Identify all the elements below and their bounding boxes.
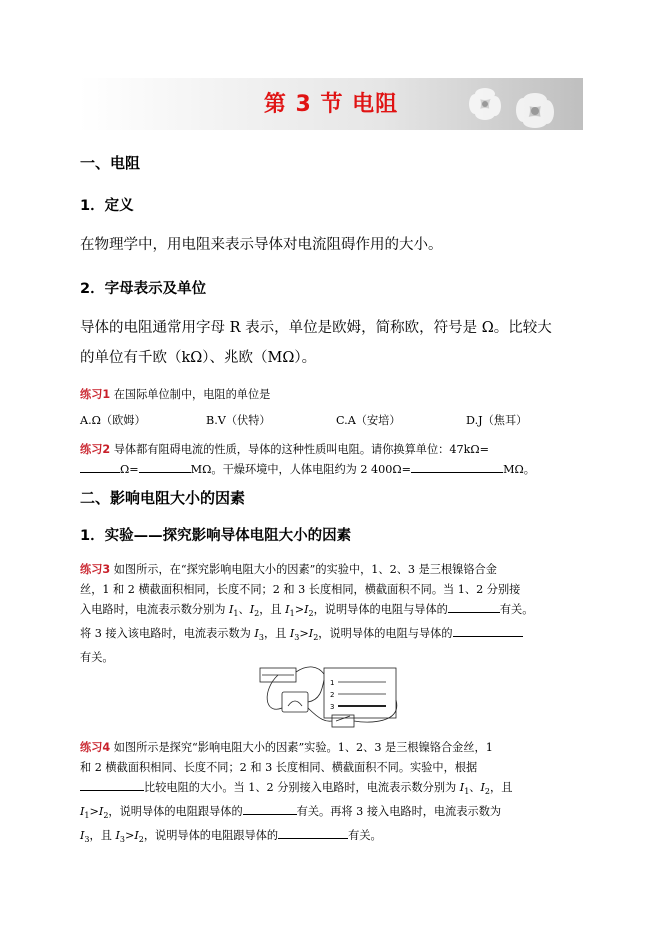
exercise-4-line-3a: 比较电阻的大小。当 1、2 分别接入电路时，电流表示数分别为 bbox=[144, 781, 460, 794]
exercise-3-line-3b: ，说明导体的电阻与导体的 bbox=[313, 603, 448, 616]
units-paragraph bbox=[80, 313, 585, 373]
exercise-3-line-1: 如图所示，在“探究影响电阻大小的因素”的实验中，1、2、3 是三根镍铬合金 bbox=[113, 563, 497, 576]
subheading-experiment: 1．实验——探究影响导体电阻大小的因素 bbox=[80, 528, 352, 544]
exercise-2-text-3: MΩ。干燥环境中，人体电阻约为 2 400Ω= bbox=[190, 463, 412, 476]
exercise-2-text-4: MΩ。 bbox=[503, 463, 535, 476]
answer-blank[interactable] bbox=[80, 779, 144, 791]
answer-blank[interactable] bbox=[411, 461, 503, 473]
section-heading-resistance: 一、电阻 bbox=[80, 154, 141, 172]
exercise-2-text-2: Ω= bbox=[120, 463, 139, 476]
section-heading-factors: 二、影响电阻大小的因素 bbox=[80, 489, 246, 507]
answer-blank[interactable] bbox=[80, 461, 120, 473]
exercise-3: 练习3 如图所示，在“探究影响电阻大小的因素”的实验中，1、2、3 是三根镍铬合金 丝，1 和 2 横截面积相同，长度不同；2 和 3 长度相同，横截面积不同。当 1、2 分别接 入电路时，电流表示数分别为 $I_1$、$I_2$，且 $I_1>I_2$，说明导体的电阻与导体的 有关。 将 3 接入该电路时，电流表示数为 $I_3$，且 $I_3>I_2$，说明导体的电阻与导体的 有关。 bbox=[80, 560, 585, 668]
ammeter-icon bbox=[282, 692, 308, 712]
answer-blank[interactable] bbox=[448, 601, 500, 613]
definition-text: 在物理学中，用电阻来表示导体对电流阻碍作用的大小。 bbox=[80, 237, 443, 253]
subheading-symbol-units: 2．字母表示及单位 bbox=[80, 281, 207, 297]
exercise-4-line-2: 和 2 横截面积相同、长度不同；2 和 3 长度相同、横截面积不同。实验中，根据 bbox=[80, 761, 478, 774]
exercise-3-line-4a: 将 3 接入该电路时，电流表示数为 bbox=[80, 627, 255, 641]
units-line-2: 的单位有千欧（kΩ）、兆欧（MΩ）。 bbox=[80, 350, 317, 366]
circuit-diagram bbox=[252, 660, 407, 732]
wire-board-icon bbox=[324, 668, 396, 718]
exercise-label: 练习4 bbox=[80, 741, 111, 754]
exercise-1-question: 在国际单位制中，电阻的单位是 bbox=[113, 388, 271, 401]
subheading-definition: 1．定义 bbox=[80, 198, 134, 214]
exercise-4: 练习4 如图所示是探究“影响电阻大小的因素”实验。1、2、3 是三根镍铬合金丝，1 和 2 横截面积相同、长度不同；2 和 3 长度相同、横截面积不同。实验中，根据 比较电阻的大小。当 1、2 分别接入电路时，电流表示数分别为 $I_1$、$I_2$，且 $I_1>I_2$，说明导体的电阻跟导体的 有关。再将 3 接入电路时，电流表示数为 $I_3$，且 $I_3>I_2$，说明导体的电阻跟导体的 有关。 bbox=[80, 738, 585, 851]
exercise-3-line-2: 丝，1 和 2 横截面积相同，长度不同；2 和 3 长度相同，横截面积不同。当 1、2 分别接 bbox=[80, 583, 521, 596]
exercise-label: 练习1 bbox=[80, 388, 111, 401]
title-banner bbox=[79, 78, 583, 130]
exercise-4-line-4b: 有关。再将 3 接入电路时，电流表示数为 bbox=[296, 805, 502, 819]
exercise-2 bbox=[80, 440, 585, 480]
switch-icon bbox=[332, 715, 354, 727]
exercise-4-line-4a: ，说明导体的电阻跟导体的 bbox=[108, 805, 243, 819]
wire-label-2: 2 bbox=[330, 691, 335, 699]
page-title: 第 3 节 电阻 bbox=[263, 92, 399, 117]
exercise-2-text-1: 导体都有阻碍电流的性质，导体的这种性质叫电阻。请你换算单位：47kΩ= bbox=[113, 443, 490, 456]
option-a[interactable]: A.Ω（欧姆） bbox=[80, 414, 146, 427]
exercise-4-line-5b: 有关。 bbox=[348, 829, 382, 843]
option-b[interactable]: B.V（伏特） bbox=[206, 414, 271, 427]
answer-blank[interactable] bbox=[139, 461, 191, 473]
answer-blank[interactable] bbox=[243, 803, 297, 815]
exercise-3-line-3c: 有关。 bbox=[499, 603, 534, 616]
exercise-label: 练习3 bbox=[80, 563, 111, 576]
exercise-4-line-5a: ，说明导体的电阻跟导体的 bbox=[143, 829, 279, 843]
exercise-3-line-4b: ，说明导体的电阻与导体的 bbox=[318, 627, 453, 641]
option-d[interactable]: D.J（焦耳） bbox=[466, 414, 528, 427]
answer-blank[interactable] bbox=[453, 625, 523, 637]
exercise-1 bbox=[80, 385, 585, 405]
exercise-3-line-5: 有关。 bbox=[80, 651, 114, 665]
exercise-3-line-3a: 入电路时，电流表示数分别为 bbox=[80, 603, 229, 616]
exercise-4-line-1: 如图所示是探究“影响电阻大小的因素”实验。1、2、3 是三根镍铬合金丝，1 bbox=[113, 741, 493, 754]
wire-label-3: 3 bbox=[330, 703, 335, 711]
option-c[interactable]: C.A（安培） bbox=[336, 414, 401, 427]
exercise-4-line-3b: ，且 bbox=[490, 781, 513, 794]
units-line-1: 导体的电阻通常用字母 R 表示，单位是欧姆，简称欧，符号是 Ω。比较大 bbox=[80, 320, 552, 336]
wire-label-1: 1 bbox=[330, 679, 335, 687]
exercise-label: 练习2 bbox=[80, 443, 111, 456]
answer-blank[interactable] bbox=[278, 827, 348, 839]
